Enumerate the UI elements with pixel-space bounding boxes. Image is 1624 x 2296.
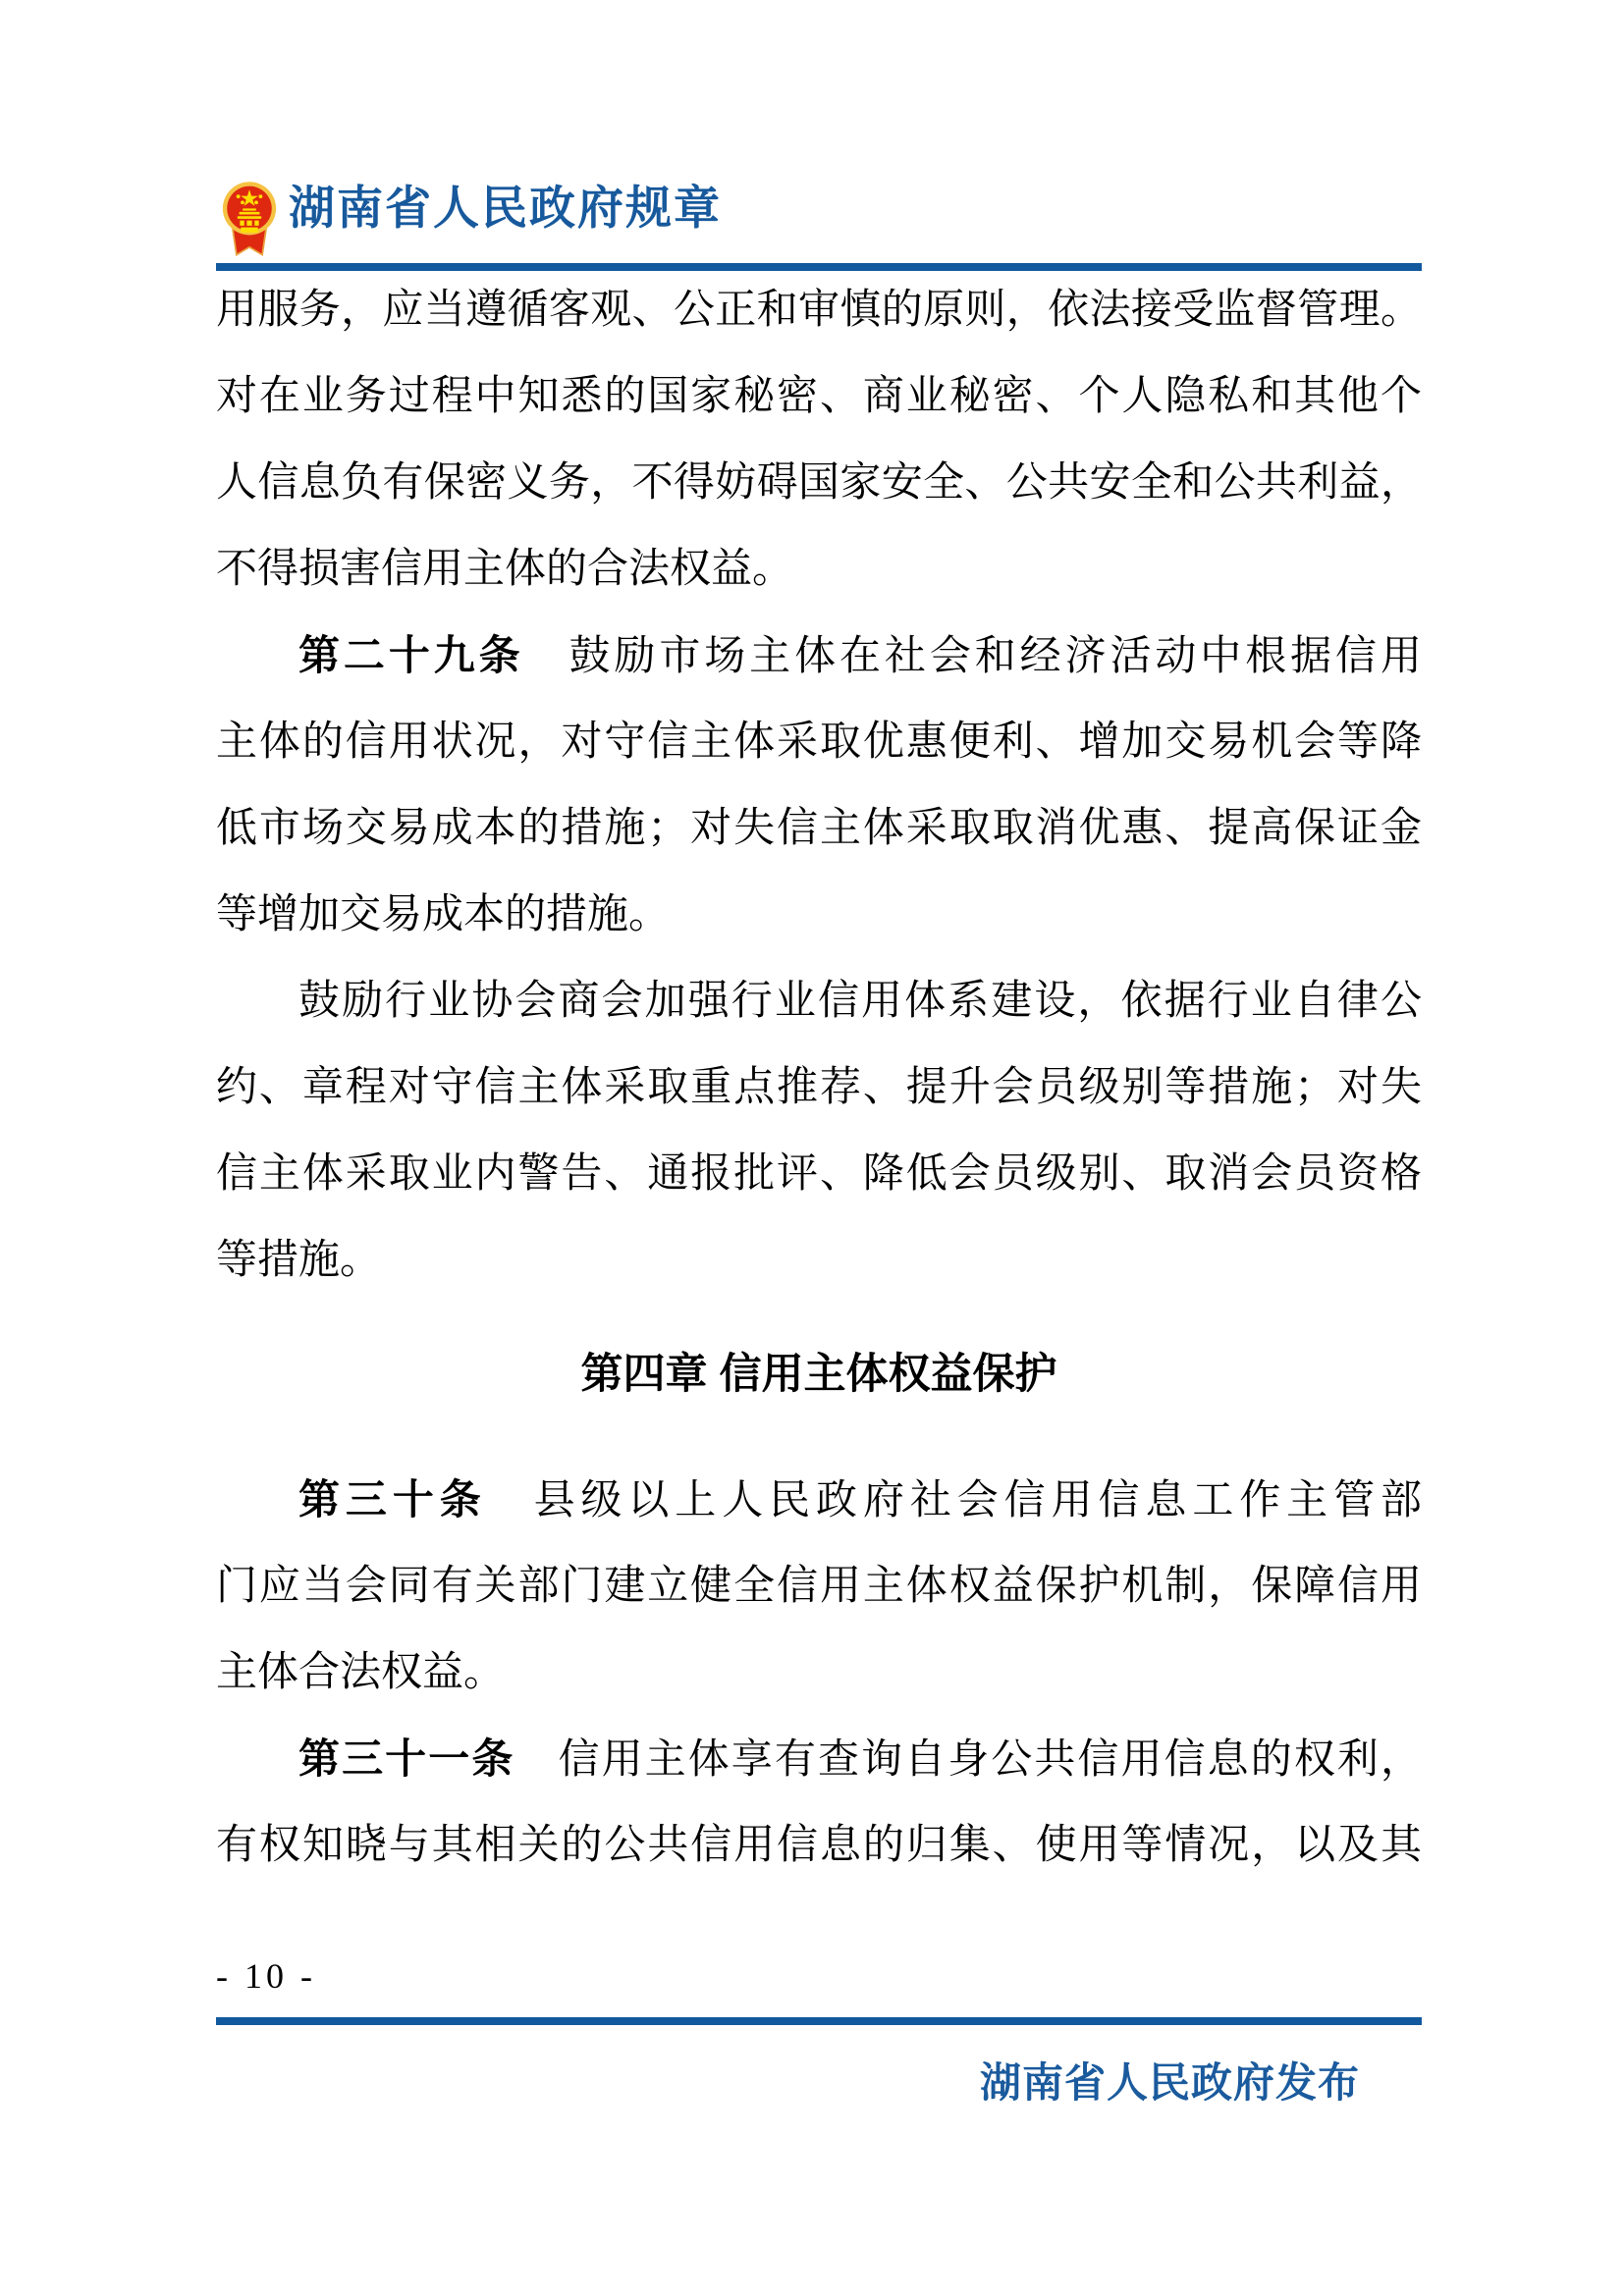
text-line	[216, 785, 1422, 872]
text-run: 鼓励市场主体在社会和经济活动中根据信用	[523, 634, 1422, 679]
text-run: 县级以上人民政府社会信用信息工作主管部	[486, 1478, 1422, 1523]
text-line	[216, 1457, 1422, 1543]
text-line	[216, 1044, 1422, 1131]
text-run: 用服务，应当遵循客观、公正和审慎的原则，依法接受监督管理。	[216, 288, 1422, 333]
text-line	[216, 958, 1422, 1044]
text-line	[216, 1131, 1422, 1217]
text-run: 等措施。	[216, 1238, 382, 1283]
text-run: 信主体采取业内警告、通报批评、降低会员级别、取消会员资格	[216, 1151, 1422, 1197]
text-line	[216, 526, 1422, 613]
text-line	[216, 267, 1422, 353]
article-number: 第三十一条	[298, 1735, 515, 1782]
text-run: 对在业务过程中知悉的国家秘密、商业秘密、个人隐私和其他个	[216, 374, 1422, 419]
chapter-heading: 第四章 信用主体权益保护	[580, 1351, 1057, 1398]
text-run: 约、章程对守信主体采取重点推荐、提升会员级别等措施；对失	[216, 1065, 1422, 1110]
page-number: - 10 -	[216, 1956, 316, 1996]
publisher-label: 湖南省人民政府发布	[980, 2061, 1361, 2107]
text-line	[216, 872, 1422, 958]
text-line	[216, 1217, 1422, 1304]
text-line	[216, 1716, 1422, 1802]
paragraph	[216, 1716, 1422, 1889]
paragraph	[216, 267, 1422, 613]
text-run: 人信息负有保密义务，不得妨碍国家安全、公共安全和公共利益，	[216, 460, 1422, 506]
text-line	[216, 353, 1422, 440]
text-run: 信用主体享有查询自身公共信用信息的权利，	[514, 1737, 1422, 1783]
national-emblem-icon	[222, 179, 277, 257]
text-line	[216, 699, 1422, 785]
paragraph	[216, 958, 1422, 1304]
text-run: 不得损害信用主体的合法权益。	[216, 547, 794, 592]
footer-rule	[216, 2017, 1422, 2025]
text-run: 低市场交易成本的措施；对失信主体采取取消优惠、提高保证金	[216, 806, 1422, 851]
page-title: 湖南省人民政府规章	[289, 184, 722, 235]
text-run: 有权知晓与其相关的公共信用信息的归集、使用等情况，以及其	[216, 1823, 1422, 1868]
text-line	[216, 613, 1422, 699]
text-line	[216, 1543, 1422, 1629]
document-body	[216, 267, 1422, 1889]
text-run: 鼓励行业协会商会加强行业信用体系建设，依据行业自律公	[298, 979, 1422, 1024]
text-line	[216, 1802, 1422, 1889]
article-number: 第三十条	[298, 1476, 487, 1522]
text-run: 等增加交易成本的措施。	[216, 892, 671, 937]
paragraph	[216, 613, 1422, 958]
paragraph	[216, 1457, 1422, 1716]
article-number: 第二十九条	[298, 632, 524, 678]
text-line	[216, 1629, 1422, 1716]
text-line	[216, 440, 1422, 526]
text-run: 门应当会同有关部门建立健全信用主体权益保护机制，保障信用	[216, 1564, 1422, 1609]
text-run: 主体合法权益。	[216, 1650, 506, 1695]
text-run: 主体的信用状况，对守信主体采取优惠便利、增加交易机会等降	[216, 720, 1422, 765]
